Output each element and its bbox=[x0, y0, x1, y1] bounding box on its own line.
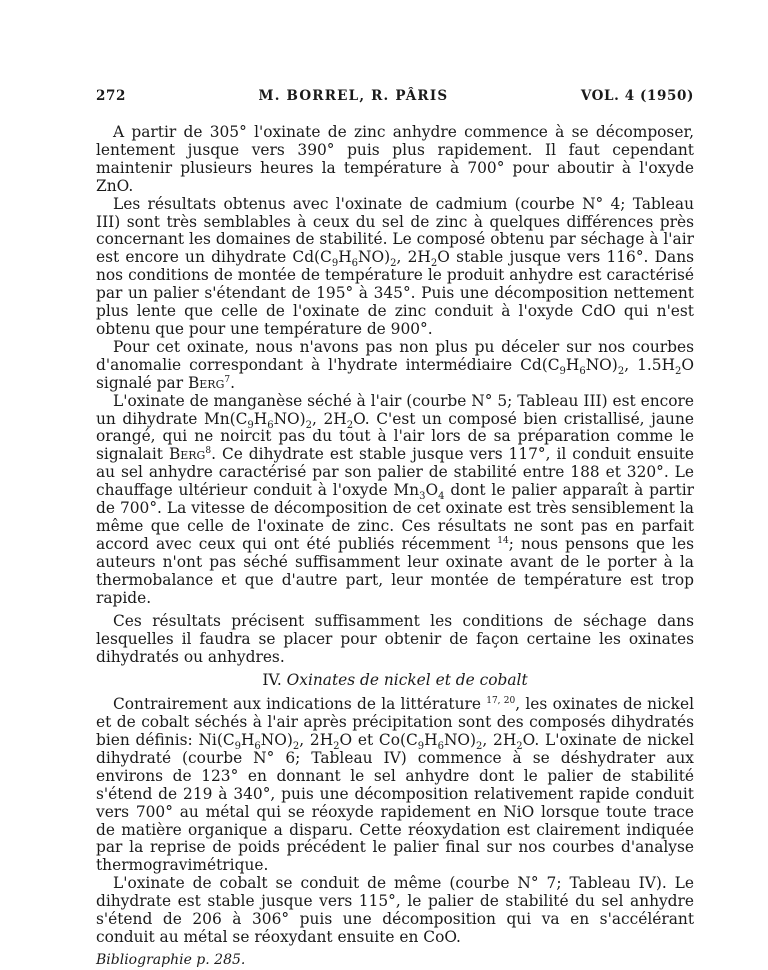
article-body bbox=[96, 124, 694, 970]
author-citation: Berg bbox=[187, 373, 225, 392]
running-head bbox=[96, 88, 694, 110]
page bbox=[96, 88, 694, 970]
paragraph: Pour cet oxinate, nous n'avons pas non plus pu déceler sur nos courbes d'anomalie correspondant à l'hydrate intermédiaire $Cd(C_9H_6NO)_2$, $1.5H_2O$ signalé par Berg$^7$. bbox=[96, 337, 694, 392]
bibliography-reference: Bibliographie p. 285. bbox=[96, 951, 246, 968]
paragraph: Contrairement aux indications de la littérature $^{17, 20}$, les oxinates de nickel et de cobalt séchés à l'air après précipitation sont des composés dihydratés bien définis: $Ni(C_9H_6NO)_2$, $2H_2O$ et $Co(C_9H_6NO)_2$, $2H_2O$. L'oxinate de nickel dihydraté (courbe N° 6; Tableau IV) commence à se déshydrater aux environs de 123° en donnant le sel anhydre dont le palier de stabilité s'étend de 219 à 340°, puis une décomposition relativement rapide conduit vers 700° au métal qui se réoxyde rapidement en NiO lorsque toute trace de matière organique a disparu. Cette réoxydation est clairement indiquée par la reprise de poids précédent le palier final sur nos courbes d'analyse thermogravimétrique. bbox=[96, 695, 695, 875]
page-number: 272 bbox=[96, 88, 126, 104]
volume-info: VOL. 4 (1950) bbox=[580, 88, 694, 104]
reference-marker: 7 bbox=[224, 374, 231, 385]
reference-marker: 17, 20 bbox=[486, 696, 516, 707]
reference-marker: 14 bbox=[497, 535, 509, 546]
paragraph: Les résultats obtenus avec l'oxinate de cadmium (courbe N° 4; Tableau III) sont très semblables à ceux du sel de zinc à quelques différences près concernant les domaines de stabilité. Le composé obtenu par séchage à l'air est encore un dihydrate $Cd(C_9H_6NO)_2$, $2H_2O$ stable jusque vers 116°. Dans nos conditions de montée de température le produit anhydre est caractérisé par un palier s'étendant de 195° à 345°. Puis une décomposition nettement plus lente que celle de l'oxinate de zinc conduit à l'oxyde CdO qui n'est obtenu que pour une température de 900°. bbox=[96, 194, 694, 338]
paragraph: Ces résultats précisent suffisamment les conditions de séchage dans lesquelles il faudra se placer pour obtenir de façon certaine les oxinates dihydratés ou anhydres. bbox=[96, 612, 694, 667]
paragraph: L'oxinate de manganèse séché à l'air (courbe N° 5; Tableau III) est encore un dihydrate $Mn(C_9H_6NO)_2$, $2H_2O$. C'est un composé bien cristallisé, jaune orangé, qui ne noircit pas du tout à l'air lors de sa préparation comme le signalait Berg$^8$. Ce dihydrate est stable jusque vers 117°, il conduit ensuite au sel anhydre caractérisé par son palier de stabilité entre 188 et 320°. Le chauffage ultérieur conduit à l'oxyde $Mn_3O_4$ dont le palier apparaît à partir de 700°. La vitesse de décomposition de cet oxinate est très sensiblement la même que celle de l'oxinate de zinc. Ces résultats ne sont pas en parfait accord avec ceux qui ont été publiés récemment $^{14}$; nous pensons que les auteurs n'ont pas séché suffisamment leur oxinate avant de le porter à la thermobalance et que d'autre part, leur montée de température est trop rapide. bbox=[96, 391, 694, 607]
section-heading: IV. Oxinates de nickel et de cobalt bbox=[262, 671, 528, 690]
paragraph: L'oxinate de cobalt se conduit de même (courbe N° 7; Tableau IV). Le dihydrate est stable jusque vers 115°, le palier de stabilité du sel anhydre s'étend de 206 à 306° puis une décomposition qui va en s'accélérant conduit au métal se réoxydant ensuite en CoO. bbox=[96, 874, 694, 946]
author-citation: Berg bbox=[168, 445, 206, 464]
running-head-authors: M. BORREL, R. PÂRIS bbox=[258, 88, 449, 104]
reference-marker: 8 bbox=[205, 446, 212, 457]
paragraph: A partir de 305° l'oxinate de zinc anhydre commence à se décomposer, lentement jusque vers 390° puis plus rapidement. Il faut cependant maintenir plusieurs heures la température à 700° pour aboutir à l'oxyde ZnO. bbox=[96, 123, 694, 195]
